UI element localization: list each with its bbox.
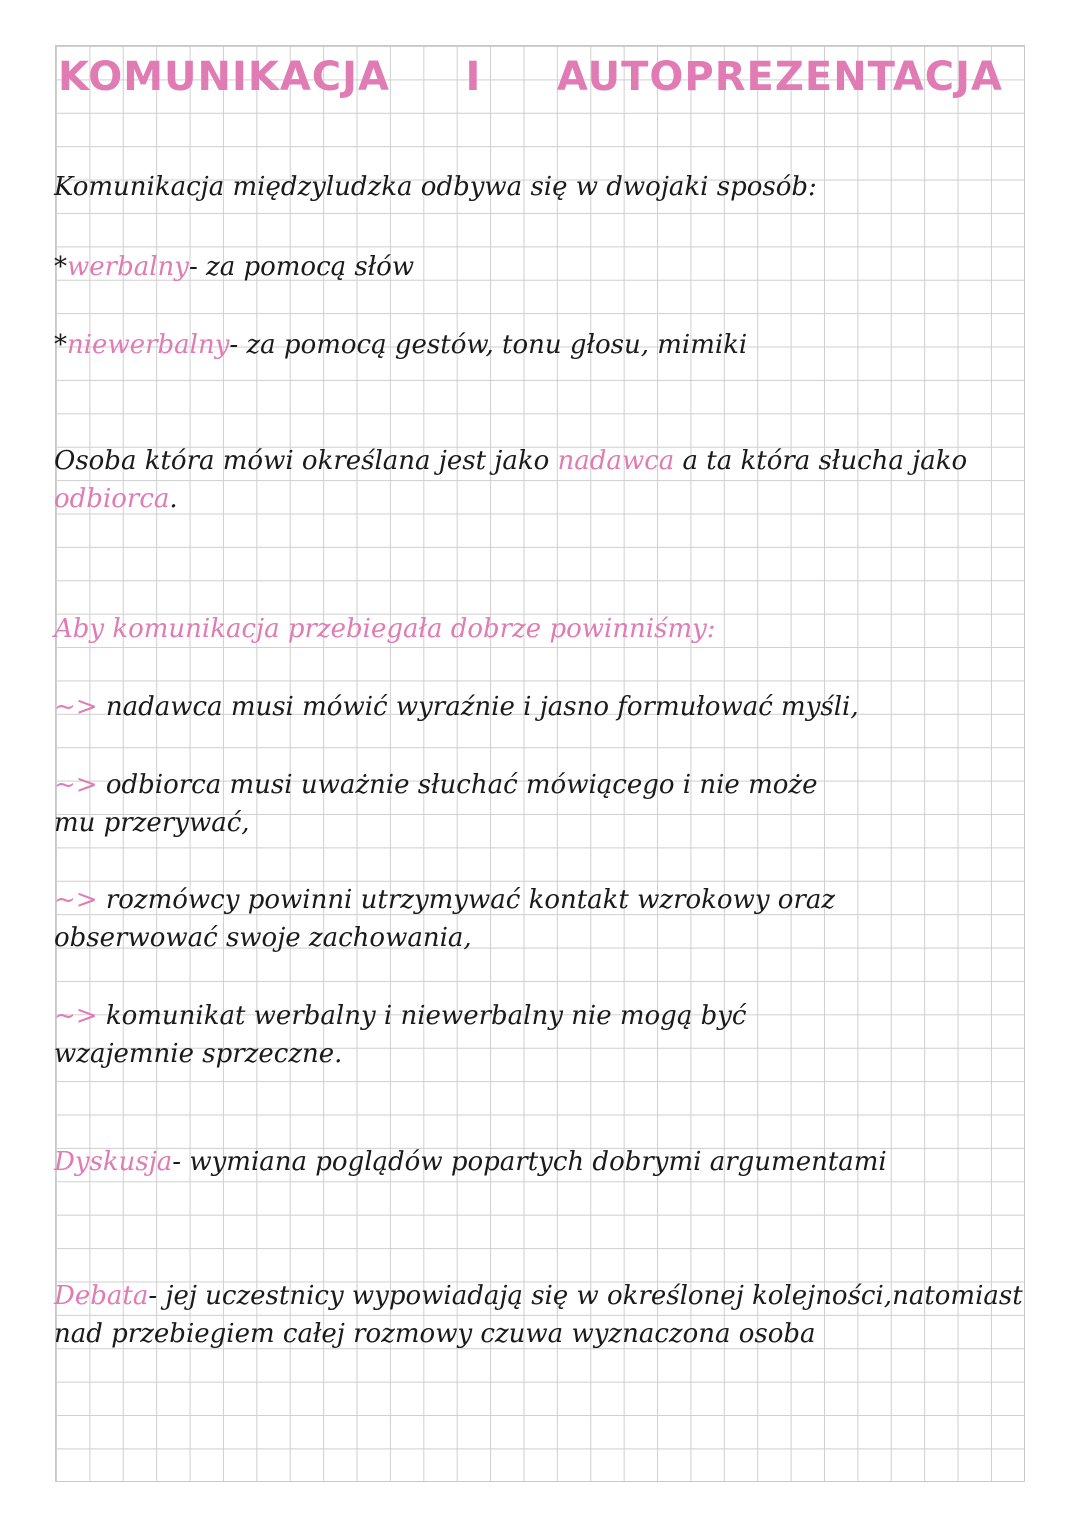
discussion-def bbox=[54, 1147, 887, 1177]
roles-end: . bbox=[169, 484, 178, 514]
desc-discussion: - wymiana poglądów popartych dobrymi argumentami bbox=[172, 1147, 887, 1177]
rule-2 bbox=[54, 770, 817, 800]
intro-line: Komunikacja międzyludzka odbywa się w dwojaki sposób: bbox=[54, 172, 817, 202]
page-title bbox=[58, 54, 1003, 100]
roles-line-1 bbox=[54, 446, 967, 476]
term-verbal: werbalny bbox=[67, 252, 189, 282]
rule-4-cont: wzajemnie sprzeczne. bbox=[54, 1039, 343, 1069]
desc-nonverbal: - za pomocą gestów, tonu głosu, mimiki bbox=[229, 330, 748, 360]
arrow-icon: ~> bbox=[54, 885, 98, 915]
debate-def bbox=[54, 1281, 1023, 1311]
arrow-icon: ~> bbox=[54, 692, 98, 722]
rule-text: nadawca musi mówić wyraźnie i jasno formułować myśli, bbox=[97, 692, 859, 722]
roles-line-2 bbox=[54, 484, 178, 514]
bullet-star: * bbox=[54, 330, 67, 360]
rule-2-cont: mu przerywać, bbox=[54, 808, 250, 838]
roles-part2: a ta która słucha jako bbox=[674, 446, 968, 476]
title-word-autoprezentacja: AUTOPREZENTACJA bbox=[556, 54, 1003, 100]
type-verbal bbox=[54, 252, 414, 282]
roles-part1: Osoba która mówi określana jest jako bbox=[54, 446, 558, 476]
debate-def-cont: nad przebiegiem całej rozmowy czuwa wyznaczona osoba bbox=[54, 1319, 816, 1349]
term-discussion: Dyskusja bbox=[54, 1147, 173, 1177]
desc-verbal: - za pomocą słów bbox=[188, 252, 415, 282]
term-sender: nadawca bbox=[557, 446, 675, 476]
rule-3-cont: obserwować swoje zachowania, bbox=[54, 923, 472, 953]
term-nonverbal: niewerbalny bbox=[67, 330, 230, 360]
rules-heading: Aby komunikacja przebiegała dobrze powinniśmy: bbox=[54, 614, 716, 644]
rule-text: odbiorca musi uważnie słuchać mówiącego i nie może bbox=[97, 770, 818, 800]
desc-debate: - jej uczestnicy wypowiadają się w określonej kolejności,natomiast bbox=[148, 1281, 1023, 1311]
rule-text: rozmówcy powinni utrzymywać kontakt wzrokowy oraz bbox=[97, 885, 836, 915]
type-nonverbal bbox=[54, 330, 747, 360]
title-word-i: I bbox=[465, 54, 482, 100]
arrow-icon: ~> bbox=[54, 770, 98, 800]
rule-3 bbox=[54, 885, 835, 915]
rule-4 bbox=[54, 1001, 747, 1031]
rule-1 bbox=[54, 692, 859, 722]
term-receiver: odbiorca bbox=[54, 484, 170, 514]
bullet-star: * bbox=[54, 252, 67, 282]
title-word-komunikacja: KOMUNIKACJA bbox=[58, 54, 390, 100]
rule-text: komunikat werbalny i niewerbalny nie mogą być bbox=[97, 1001, 747, 1031]
term-debate: Debata bbox=[54, 1281, 149, 1311]
arrow-icon: ~> bbox=[54, 1001, 98, 1031]
